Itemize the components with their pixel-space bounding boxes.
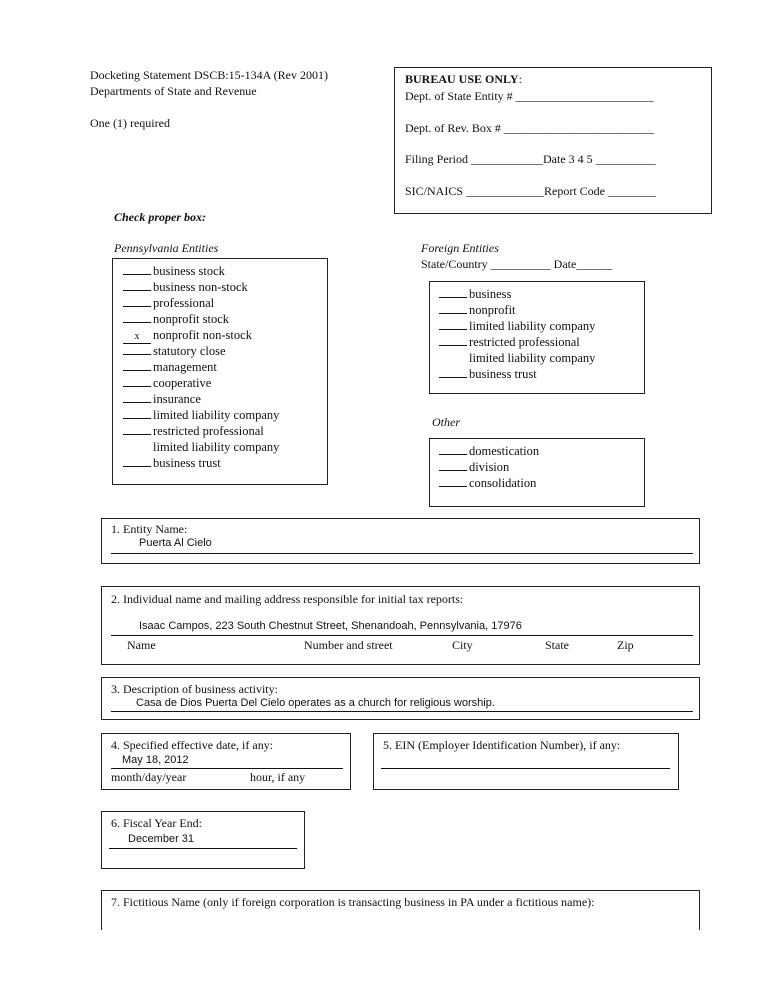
effective-date-label: 4. Specified effective date, if any:	[111, 738, 274, 752]
checkbox-blank[interactable]	[439, 459, 467, 471]
checkbox-label: division	[469, 460, 510, 474]
checkbox-row	[123, 311, 229, 327]
checkbox-row	[439, 350, 595, 366]
section-entity-name	[101, 518, 700, 564]
responsible-party-label: 2. Individual name and mailing address responsible for initial tax reports:	[111, 592, 464, 606]
checkbox-blank[interactable]	[123, 279, 151, 291]
checkbox-blank[interactable]: x	[123, 332, 151, 344]
checkbox-row	[123, 407, 279, 423]
checkbox-row	[123, 263, 225, 279]
checkbox-row	[123, 327, 252, 344]
checkbox-label: nonprofit	[469, 303, 516, 317]
foreign-entities-box	[429, 281, 645, 394]
checkbox-blank[interactable]	[439, 302, 467, 314]
entity-name-label: 1. Entity Name:	[111, 522, 188, 536]
responsible-party-value[interactable]: Isaac Campos, 223 South Chestnut Street, Shenandoah, Pennsylvania, 17976	[139, 620, 522, 632]
checkbox-label: restricted professional	[469, 335, 580, 349]
checkbox-blank[interactable]	[439, 286, 467, 298]
checkbox-label: cooperative	[153, 376, 212, 390]
col-name: Name	[127, 638, 156, 652]
checkbox-row	[439, 443, 539, 459]
effective-date-sub-hour: hour, if any	[250, 770, 306, 784]
col-city: City	[452, 638, 473, 652]
checkbox-row	[123, 423, 264, 439]
fictitious-name-label: 7. Fictitious Name (only if foreign corporation is transacting business in PA under a fictitious name):	[111, 895, 595, 909]
section-ein	[373, 733, 679, 790]
checkbox-row	[123, 439, 279, 455]
other-heading: Other	[432, 415, 460, 429]
checkbox-row	[123, 343, 226, 359]
checkbox-blank[interactable]	[439, 475, 467, 487]
checkbox-blank[interactable]	[123, 263, 151, 275]
section-business-description	[101, 677, 700, 720]
checkbox-row	[439, 475, 536, 491]
checkbox-row	[439, 318, 595, 334]
checkbox-blank[interactable]	[439, 318, 467, 330]
checkbox-label: business	[469, 287, 512, 301]
section-effective-date	[101, 733, 351, 790]
ein-label: 5. EIN (Employer Identification Number), if any:	[383, 738, 621, 752]
checkbox-row	[123, 375, 211, 391]
section-fictitious-name	[101, 890, 700, 930]
checkbox-label: limited liability company	[469, 319, 596, 333]
checkbox-row	[123, 279, 248, 295]
fiscal-year-end-label: 6. Fiscal Year End:	[111, 816, 202, 830]
business-description-line	[111, 711, 693, 712]
checkbox-label: restricted professional	[153, 424, 264, 438]
filing-period: Filing Period ____________Date 3 4 5 __________	[405, 152, 656, 166]
checkbox-blank[interactable]	[123, 343, 151, 355]
checkbox-label: insurance	[153, 392, 201, 406]
pa-entities-heading: Pennsylvania Entities	[114, 241, 219, 255]
pa-entities-box	[112, 258, 328, 485]
checkbox-row	[439, 286, 511, 302]
checkbox-blank[interactable]	[123, 295, 151, 307]
checkbox-label: management	[153, 360, 217, 374]
checkbox-label: nonprofit non-stock	[153, 328, 252, 342]
checkbox-blank[interactable]	[439, 443, 467, 455]
business-description-value[interactable]: Casa de Dios Puerta Del Cielo operates as a church for religious worship.	[136, 697, 495, 709]
effective-date-sub-date: month/day/year	[111, 770, 187, 784]
checkbox-blank[interactable]	[123, 407, 151, 419]
checkbox-label: business stock	[153, 264, 225, 278]
checkbox-row	[439, 366, 537, 382]
bureau-title: BUREAU USE ONLY:	[405, 72, 522, 86]
checkbox-row	[439, 334, 580, 350]
checkbox-blank[interactable]	[123, 311, 151, 323]
section-responsible-party	[101, 586, 700, 665]
checkbox-blank[interactable]	[439, 366, 467, 378]
section-fiscal-year-end	[101, 811, 305, 869]
effective-date-value[interactable]: May 18, 2012	[122, 754, 189, 766]
col-zip: Zip	[617, 638, 634, 652]
form-departments: Departments of State and Revenue	[90, 84, 257, 98]
ein-line	[381, 768, 670, 769]
check-proper-box: Check proper box:	[114, 210, 206, 224]
checkbox-blank[interactable]	[123, 391, 151, 403]
fiscal-year-end-line	[109, 848, 297, 849]
rev-box-number: Dept. of Rev. Box # _________________________	[405, 121, 654, 135]
checkbox-label: business non-stock	[153, 280, 248, 294]
state-entity-number: Dept. of State Entity # _______________________	[405, 89, 654, 103]
business-description-label: 3. Description of business activity:	[111, 682, 278, 696]
col-state: State	[545, 638, 569, 652]
checkbox-row	[123, 295, 214, 311]
checkbox-row	[439, 302, 516, 318]
checkbox-row	[123, 455, 221, 471]
entity-name-value[interactable]: Puerta Al Cielo	[139, 537, 212, 549]
sic-naics: SIC/NAICS _____________Report Code ________	[405, 184, 657, 198]
state-country-field: State/Country __________ Date______	[421, 257, 613, 271]
required-copies: One (1) required	[90, 116, 170, 130]
responsible-party-line	[111, 635, 693, 636]
checkbox-row	[123, 391, 201, 407]
foreign-entities-heading: Foreign Entities	[421, 241, 499, 255]
checkbox-label: business trust	[153, 456, 221, 470]
checkbox-blank[interactable]	[123, 359, 151, 371]
checkbox-blank[interactable]	[439, 334, 467, 346]
entity-name-line	[111, 553, 693, 554]
checkbox-label: consolidation	[469, 476, 537, 490]
checkbox-label: professional	[153, 296, 215, 310]
checkbox-label: limited liability company	[153, 440, 280, 454]
checkbox-label: business trust	[469, 367, 537, 381]
form-title: Docketing Statement DSCB:15-134A (Rev 2001)	[90, 68, 328, 82]
checkbox-label: nonprofit stock	[153, 312, 230, 326]
fiscal-year-end-value[interactable]: December 31	[128, 833, 195, 845]
checkbox-blank[interactable]	[123, 423, 151, 435]
checkbox-blank[interactable]	[123, 375, 151, 387]
checkbox-row	[439, 459, 509, 475]
checkbox-label: limited liability company	[153, 408, 280, 422]
col-street: Number and street	[304, 638, 393, 652]
checkbox-row	[123, 359, 217, 375]
effective-date-line	[111, 768, 343, 769]
checkbox-label: statutory close	[153, 344, 226, 358]
bureau-use-box	[394, 67, 712, 214]
checkbox-label: domestication	[469, 444, 540, 458]
checkbox-blank[interactable]	[123, 455, 151, 467]
other-box	[429, 438, 645, 507]
checkbox-label: limited liability company	[469, 351, 596, 365]
